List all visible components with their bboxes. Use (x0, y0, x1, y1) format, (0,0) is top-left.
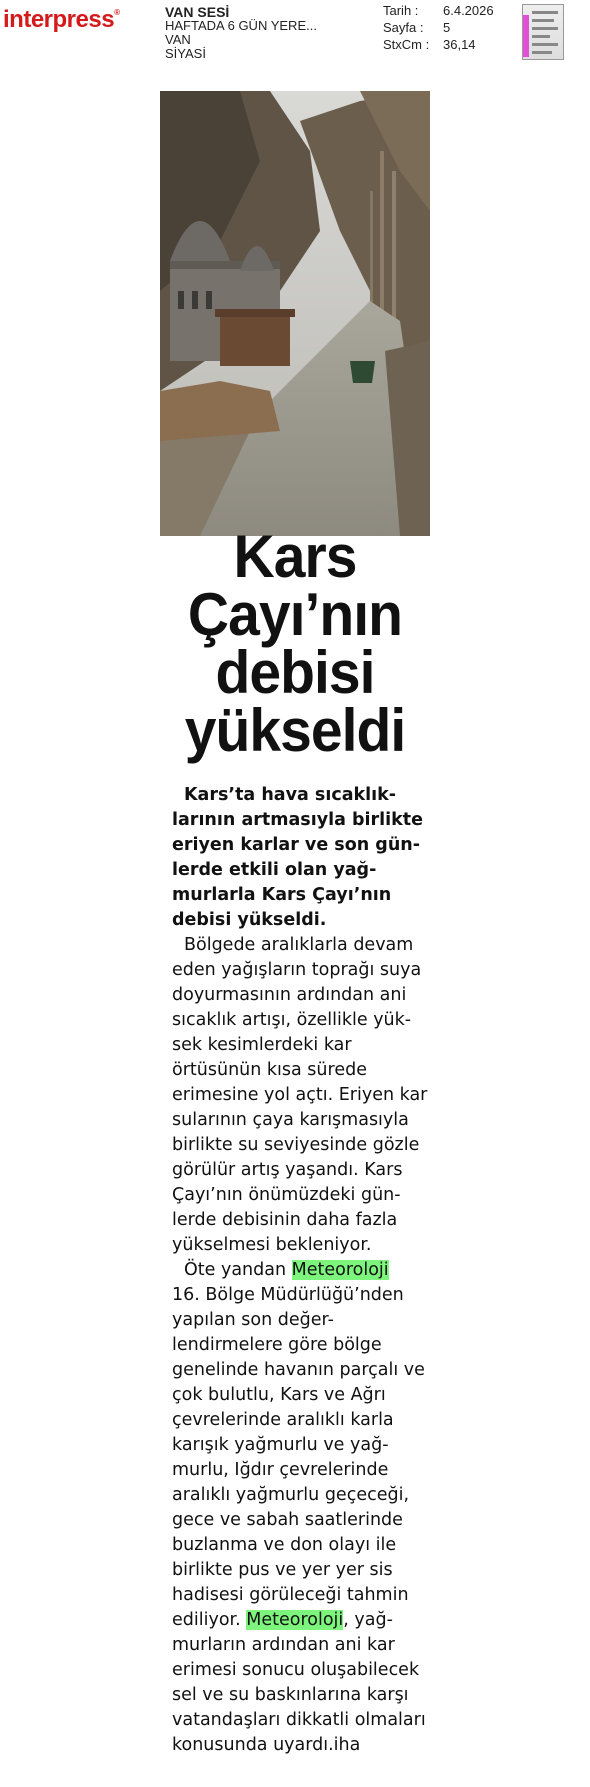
thumbnail-line (532, 19, 554, 22)
paper-category: SİYASİ (165, 46, 206, 61)
keyword-highlight: Meteoroloji (291, 1260, 389, 1280)
thumbnail-line (532, 27, 558, 30)
text-line: aralıklı yağmurlu geçeceği, (172, 1485, 410, 1505)
article-photo (160, 91, 430, 536)
text-line: gece ve sabah saatlerinde (172, 1510, 403, 1530)
date-value: 6.4.2026 (443, 3, 494, 18)
lead-paragraph (172, 783, 430, 933)
thumbnail-line (532, 11, 558, 14)
text-line: debisi yükseldi. (172, 910, 327, 930)
text-line: Çayı’nın önümüzdeki gün- (172, 1185, 401, 1205)
logo-registered-mark: ® (114, 8, 120, 17)
text-line (172, 1258, 430, 1283)
page-value: 5 (443, 20, 451, 35)
page-thumbnail[interactable] (522, 4, 564, 60)
text-line: buzlanma ve don olayı ile (172, 1535, 397, 1555)
headline-line: yükseldi (184, 697, 406, 764)
text-line: örtüsünün kısa sürede (172, 1060, 367, 1080)
text-line: vatandaşları dikkatli olmaları (172, 1710, 426, 1730)
text-line: çevrelerinde aralıklı karla (172, 1410, 394, 1430)
text-line: lendirmelere göre bölge (172, 1335, 382, 1355)
article-headline (160, 523, 430, 764)
text-line (172, 1608, 430, 1633)
text-line: konusunda uyardı.iha (172, 1735, 361, 1755)
thumbnail-line (532, 35, 550, 38)
text-line: murların ardından ani kar (172, 1635, 395, 1655)
page-label: Sayfa : (383, 20, 424, 35)
text-line: sularının çaya karışmasıyla (172, 1110, 409, 1130)
date-label: Tarih : (383, 3, 419, 18)
paper-city: VAN (165, 32, 191, 47)
text-line: görülür artış yaşandı. Kars (172, 1160, 403, 1180)
logo-text: interpress (3, 6, 115, 33)
text-line: sek kesimlerdeki kar (172, 1035, 352, 1055)
stxcm-row (383, 36, 503, 53)
text-line: 16. Bölge Müdürlüğü’nden (172, 1285, 404, 1305)
text-line: eriyen karlar ve son gün- (172, 835, 420, 855)
keyword-highlight: Meteoroloji (246, 1610, 344, 1630)
body-paragraph-2 (172, 933, 430, 1258)
text-line: lerde etkili olan yağ- (172, 860, 377, 880)
stxcm-value: 36,14 (443, 37, 476, 52)
text-line: genelinde havanın parçalı ve (172, 1360, 425, 1380)
thumbnail-highlight-bar (523, 15, 529, 57)
clip-metadata (383, 2, 503, 53)
text-line: hadisesi görüleceği tahmin (172, 1585, 409, 1605)
text-line: erimesi sonucu oluşabilecek (172, 1660, 420, 1680)
headline-line: debisi (215, 639, 375, 706)
date-row (383, 2, 503, 19)
text-line: çok bulutlu, Kars ve Ağrı (172, 1385, 386, 1405)
stxcm-label: StxCm : (383, 37, 430, 52)
text-line: sıcaklık artışı, özellikle yük- (172, 1010, 412, 1030)
text-line: murlu, Iğdır çevrelerinde (172, 1460, 389, 1480)
text-line: birlikte su seviyesinde gözle (172, 1135, 420, 1155)
source-info (165, 5, 317, 61)
text-fragment: , yağ- (343, 1610, 393, 1630)
text-fragment: Öte yandan (184, 1260, 292, 1280)
text-line: murlarla Kars Çayı’nın (172, 885, 392, 905)
page-row (383, 19, 503, 36)
text-line: karışık yağmurlu ve yağ- (172, 1435, 389, 1455)
text-line: birlikte pus ve yer yer sis (172, 1560, 393, 1580)
body-paragraph-3 (172, 1258, 430, 1758)
paper-frequency: HAFTADA 6 GÜN YERE... (165, 18, 317, 33)
text-line: yükselmesi bekleniyor. (172, 1235, 372, 1255)
thumbnail-line (532, 43, 558, 46)
text-line: doyurmasının ardından ani (172, 985, 407, 1005)
text-fragment: ediliyor. (172, 1610, 247, 1630)
text-line: Bölgede aralıklarla devam (184, 935, 414, 955)
thumbnail-line (532, 51, 552, 54)
paper-name: VAN SESİ (165, 4, 230, 20)
headline-line: Kars (233, 523, 357, 590)
text-line: sel ve su baskınlarına karşı (172, 1685, 409, 1705)
headline-line: Çayı’nın (187, 581, 403, 648)
interpress-logo (3, 6, 119, 34)
text-line: yapılan son değer- (172, 1310, 334, 1330)
article-body (172, 783, 430, 1758)
text-line: erimesine yol açtı. Eriyen kar (172, 1085, 428, 1105)
text-line: larının artmasıyla birlikte (172, 810, 424, 830)
text-line: Kars’ta hava sıcaklık- (184, 785, 397, 805)
text-line: lerde debisinin daha fazla (172, 1210, 398, 1230)
text-line: eden yağışların toprağı suya (172, 960, 422, 980)
river-scene-illustration (160, 91, 430, 536)
